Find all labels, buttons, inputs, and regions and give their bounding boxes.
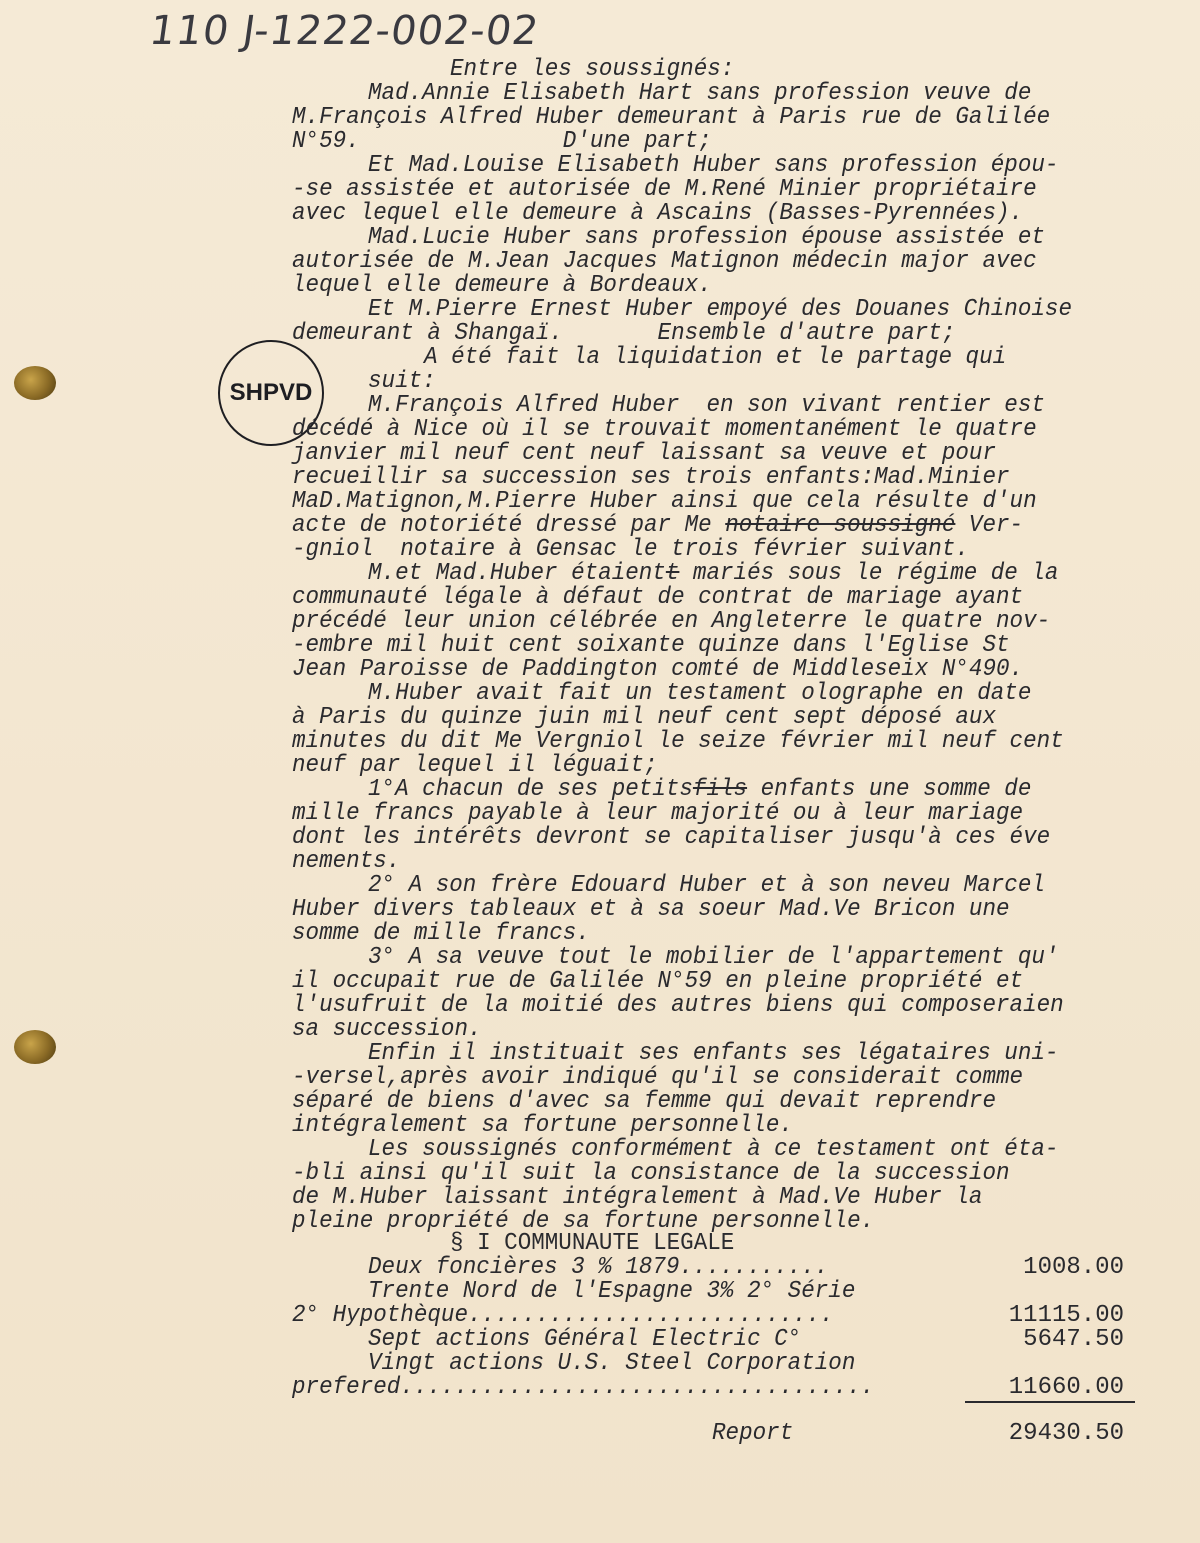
text-line: à Paris du quinze juin mil neuf cent sept déposé aux — [292, 704, 996, 731]
text-line: recueillir sa succession ses trois enfants:Mad.Minier — [292, 464, 1010, 491]
text-line: autorisée de M.Jean Jacques Matignon médecin major avec — [292, 248, 1037, 275]
text-line: Et Mad.Louise Elisabeth Huber sans profession épou- — [368, 152, 1059, 179]
text-line: dont les intérêts devront se capitaliser jusqu'à ces éve — [292, 824, 1051, 851]
text-line: MaD.Matignon,M.Pierre Huber ainsi que cela résulte d'un — [292, 488, 1037, 515]
text-segment: Ver- — [968, 512, 1024, 539]
text-line: Et M.Pierre Ernest Huber empoyé des Douanes Chinoise — [368, 296, 1072, 323]
amount-value: 11660.00 — [1008, 1374, 1124, 1401]
text-line: lequel elle demeure à Bordeaux. — [292, 272, 712, 299]
text-segment: 1°A chacun de ses petits — [368, 776, 693, 803]
asset-line: Sept actions Général Electric C° — [368, 1326, 802, 1353]
section-heading: § I COMMUNAUTE LEGALE — [450, 1230, 735, 1257]
text-line: communauté légale à défaut de contrat de mariage ayant — [292, 584, 1024, 611]
text-segment: mariés sous le régime de la — [692, 560, 1059, 587]
text-line: N°59. D'une part; — [292, 128, 712, 155]
text-line: minutes du dit Me Vergniol le seize février mil neuf cent — [292, 728, 1064, 755]
text-line: Jean Paroisse de Paddington comté de Middleseix N°490. — [292, 656, 1024, 683]
sum-rule — [965, 1401, 1135, 1403]
text-line: Les soussignés conformément à ce testament ont éta- — [368, 1136, 1059, 1163]
amount-value: 1008.00 — [1023, 1254, 1124, 1281]
text-line: décédé à Nice où il se trouvait momentanément le quatre — [292, 416, 1037, 443]
text-line: A été fait la liquidation et le partage qui — [424, 344, 1007, 371]
text-line: -embre mil huit cent soixante quinze dans l'Eglise St — [292, 632, 1010, 659]
text-line: Entre les soussignés: — [450, 56, 735, 83]
text-line: Enfin il instituait ses enfants ses légataires uni- — [368, 1040, 1059, 1067]
asset-line: Vingt actions U.S. Steel Corporation — [368, 1350, 856, 1377]
asset-line: 2° Hypothèque........................... — [292, 1302, 834, 1329]
text-line: il occupait rue de Galilée N°59 en pleine propriété et — [292, 968, 1024, 995]
text-line: janvier mil neuf cent neuf laissant sa veuve et pour — [292, 440, 996, 467]
amount-value: 5647.50 — [1023, 1326, 1124, 1353]
text-line: mille francs payable à leur majorité ou à leur mariage — [292, 800, 1024, 827]
text-line: séparé de biens d'avec sa femme qui devait reprendre — [292, 1088, 996, 1115]
struck-text: fils — [692, 776, 748, 803]
report-label: Report — [712, 1420, 794, 1447]
text-line: intégralement sa fortune personnelle. — [292, 1112, 793, 1139]
text-segment: acte de notoriété dressé par Me — [292, 512, 712, 539]
text-line: demeurant à Shangaï. Ensemble d'autre part; — [292, 320, 956, 347]
text-line: neuf par lequel il léguait; — [292, 752, 658, 779]
text-line: M.François Alfred Huber demeurant à Paris rue de Galilée — [292, 104, 1051, 131]
text-line: avec lequel elle demeure à Ascains (Basses-Pyrennées). — [292, 200, 1024, 227]
text-line: -bli ainsi qu'il suit la consistance de la succession — [292, 1160, 1010, 1187]
amount-value: 11115.00 — [1008, 1302, 1124, 1329]
text-line: 3° A sa veuve tout le mobilier de l'appartement qu' — [368, 944, 1059, 971]
text-line: -se assistée et autorisée de M.René Minier propriétaire — [292, 176, 1037, 203]
text-line: M.François Alfred Huber en son vivant rentier est — [368, 392, 1045, 419]
text-line: -versel,après avoir indiqué qu'il se considerait comme — [292, 1064, 1024, 1091]
asset-line: prefered................................... — [292, 1374, 875, 1401]
archive-reference: 110 J-1222-002-02 — [146, 8, 543, 54]
text-line: -gniol notaire à Gensac le trois février suivant. — [292, 536, 969, 563]
text-line: l'usufruit de la moitié des autres biens qui composeraien — [292, 992, 1064, 1019]
text-line: précédé leur union célébrée en Angleterre le quatre nov- — [292, 608, 1051, 635]
text-line: sa succession. — [292, 1016, 482, 1043]
binding-rivet-top — [14, 366, 56, 400]
struck-text: notaire soussigné — [725, 512, 956, 539]
text-segment: M.et Mad.Huber étaient — [368, 560, 666, 587]
text-line: Mad.Lucie Huber sans profession épouse assistée et — [368, 224, 1045, 251]
text-line: somme de mille francs. — [292, 920, 590, 947]
binding-rivet-bottom — [14, 1030, 56, 1064]
text-line: nements. — [292, 848, 401, 875]
text-line: Huber divers tableaux et à sa soeur Mad.Ve Bricon une — [292, 896, 1010, 923]
shpvd-stamp: SHPVD — [218, 340, 324, 446]
struck-text: t — [665, 560, 680, 587]
text-line: Mad.Annie Elisabeth Hart sans profession veuve de — [368, 80, 1032, 107]
text-line: 2° A son frère Edouard Huber et à son neveu Marcel — [368, 872, 1045, 899]
text-line: suit: — [368, 368, 436, 395]
asset-line: Deux foncières 3 % 1879........... — [368, 1254, 829, 1281]
asset-line: Trente Nord de l'Espagne 3% 2° Série — [368, 1278, 856, 1305]
report-total: 29430.50 — [1008, 1420, 1124, 1447]
text-line: pleine propriété de sa fortune personnelle. — [292, 1208, 875, 1235]
text-line: M.Huber avait fait un testament olographe en date — [368, 680, 1032, 707]
text-segment: enfants une somme de — [760, 776, 1032, 803]
text-line: de M.Huber laissant intégralement à Mad.Ve Huber la — [292, 1184, 983, 1211]
